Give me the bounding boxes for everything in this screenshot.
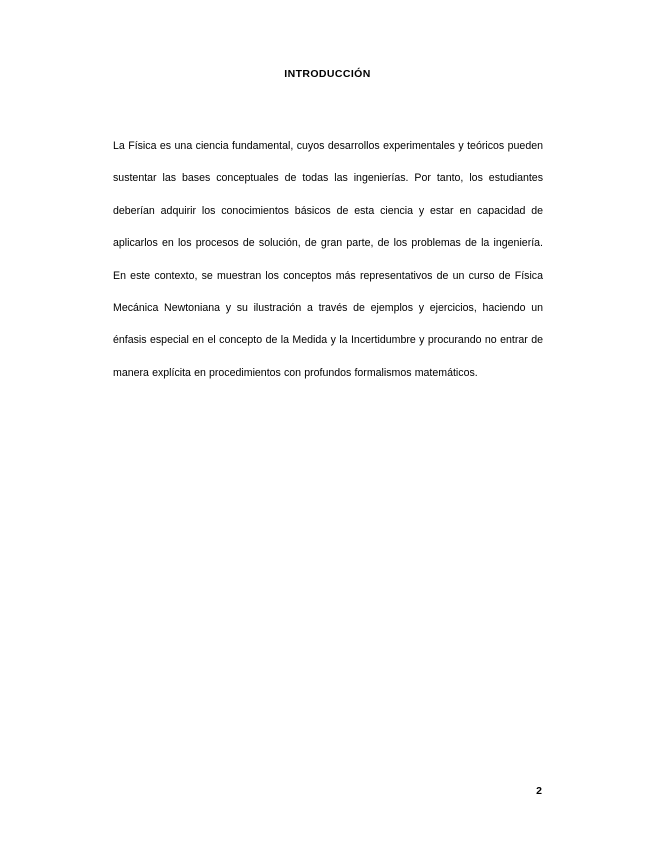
introduction-paragraph: La Física es una ciencia fundamental, cuyos desarrollos experimentales y teóricos pueden sustentar las bases conceptuales de todas las ingenierías. Por tanto, los estudiantes deberían adquirir los conocimientos básicos de esta ciencia y estar en capacidad de aplicarlos en los procesos de solución, de gran parte, de los problemas de la ingeniería. En este contexto, se muestran los conceptos más representativos de un curso de Física Mecánica Newtoniana y su ilustración a través de ejemplos y ejercicios, haciendo un énfasis especial en el concepto de la Medida y la Incertidumbre y procurando no entrar de manera explícita en procedimientos con profundos formalismos matemáticos. <box>113 140 543 379</box>
page-title: INTRODUCCIÓN <box>284 68 371 80</box>
page-number: 2 <box>536 785 542 797</box>
body-text-block <box>113 130 543 389</box>
